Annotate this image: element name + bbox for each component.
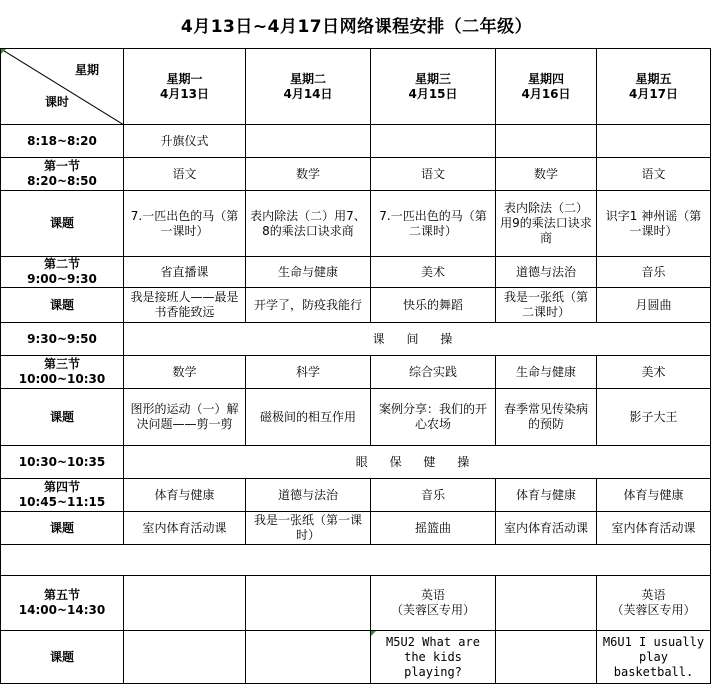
period-name: 第一节 (43, 159, 80, 173)
topic-cell: 室内体育活动课 (124, 512, 246, 545)
subject-cell: 数学 (246, 158, 371, 191)
break2-row (1, 446, 711, 479)
cell (496, 125, 597, 158)
period-time: 14:00~14:30 (18, 603, 106, 617)
subject-cell: 语文 (597, 158, 711, 191)
topic-cell: 识字1 神州谣（第一课时） (597, 191, 711, 257)
topic-cell: 图形的运动（一）解决问题——剪一剪 (124, 389, 246, 446)
subject-cell: 音乐 (371, 479, 496, 512)
topic-cell: 春季常见传染病的预防 (496, 389, 597, 446)
period-name: 第三节 (43, 357, 80, 371)
topic-cell: 我是一张纸（第一课时） (246, 512, 371, 545)
topic-label: 课题 (1, 512, 124, 545)
day-name: 星期三 (414, 71, 451, 86)
subject-cell (496, 576, 597, 631)
topic-cell: M6U1 I usually play basketball. (597, 631, 711, 684)
topic-cell: 案例分享：我们的开心农场 (371, 389, 496, 446)
topic-label: 课题 (1, 191, 124, 257)
day-header-fri (597, 49, 711, 125)
subject-cell: 美术 (597, 356, 711, 389)
topic-label: 课题 (1, 288, 124, 323)
topic-cell: 磁极间的相互作用 (246, 389, 371, 446)
period4-subject-row (1, 479, 711, 512)
spacer-cell (1, 545, 711, 576)
page-title: 4月13日~4月17日网络课程安排（二年级） (180, 16, 533, 37)
period2-subject-row (1, 257, 711, 288)
day-date: 4月14日 (283, 86, 333, 101)
day-name: 星期一 (166, 71, 203, 86)
period4-label (1, 479, 124, 512)
subject-cell: 省直播课 (124, 257, 246, 288)
period-name: 第四节 (43, 480, 80, 494)
period2-label (1, 257, 124, 288)
flag-time: 8:18~8:20 (1, 125, 124, 158)
period1-subject-row (1, 158, 711, 191)
break2-activity: 眼 保 健 操 (124, 446, 711, 479)
topic-cell: 我是接班人——最是书香能致远 (124, 288, 246, 323)
subject-cell (124, 576, 246, 631)
break1-activity: 课 间 操 (124, 323, 711, 356)
subject-cell: 综合实践 (371, 356, 496, 389)
period5-label (1, 576, 124, 631)
corner-period-label: 课时 (45, 95, 70, 109)
period5-topic-row (1, 631, 711, 684)
topic-cell: 室内体育活动课 (597, 512, 711, 545)
topic-cell: 表内除法（二）用7、8的乘法口诀求商 (246, 191, 371, 257)
day-name: 星期四 (527, 71, 564, 86)
subject-cell: 道德与法治 (246, 479, 371, 512)
topic-cell (246, 631, 371, 684)
subject-cell (246, 576, 371, 631)
topic-cell (371, 631, 496, 684)
day-header-wed (371, 49, 496, 125)
topic-label: 课题 (1, 631, 124, 684)
subject-name: 英语 (420, 588, 445, 602)
topic-cell: 月圆曲 (597, 288, 711, 323)
topic-cell (496, 631, 597, 684)
topic-cell: 7.一匹出色的马（第一课时） (124, 191, 246, 257)
corner-diagonal (1, 49, 124, 125)
day-name: 星期五 (635, 71, 672, 86)
topic-cell: 7.一匹出色的马（第二课时） (371, 191, 496, 257)
subject-cell: 语文 (371, 158, 496, 191)
cell: 升旗仪式 (124, 125, 246, 158)
subject-cell: 科学 (246, 356, 371, 389)
subject-note: （芙蓉区专用） (390, 603, 475, 617)
topic-cell: 室内体育活动课 (496, 512, 597, 545)
subject-cell (371, 576, 496, 631)
subject-cell (597, 576, 711, 631)
subject-cell: 道德与法治 (496, 257, 597, 288)
period-time: 10:00~10:30 (18, 372, 106, 386)
topic-cell: 影子大王 (597, 389, 711, 446)
period2-topic-row (1, 288, 711, 323)
topic-text: M5U2 What are the kids playing? (386, 634, 480, 679)
topic-cell: 开学了，防疫我能行 (246, 288, 371, 323)
topic-cell: 我是一张纸（第二课时） (496, 288, 597, 323)
day-date: 4月15日 (408, 86, 458, 101)
corner-marker (1, 49, 6, 54)
day-name: 星期二 (289, 71, 326, 86)
period-time: 9:00~9:30 (27, 272, 97, 286)
day-date: 4月13日 (159, 86, 210, 101)
period3-label (1, 356, 124, 389)
period-time: 10:45~11:15 (18, 495, 106, 509)
topic-cell: 快乐的舞蹈 (371, 288, 496, 323)
cell (371, 125, 496, 158)
subject-cell: 体育与健康 (496, 479, 597, 512)
subject-cell: 音乐 (597, 257, 711, 288)
cell (597, 125, 711, 158)
subject-cell: 美术 (371, 257, 496, 288)
subject-cell: 数学 (496, 158, 597, 191)
day-date: 4月16日 (521, 86, 571, 101)
day-header-mon (124, 49, 246, 125)
period3-topic-row (1, 389, 711, 446)
period1-topic-row (1, 191, 711, 257)
period1-label (1, 158, 124, 191)
cell (246, 125, 371, 158)
day-date: 4月17日 (628, 86, 679, 101)
header-row (1, 49, 711, 125)
topic-cell: 表内除法（二）用9的乘法口诀求商 (496, 191, 597, 257)
subject-cell: 体育与健康 (597, 479, 711, 512)
topic-label: 课题 (1, 389, 124, 446)
corner-cell (1, 49, 124, 125)
subject-name: 英语 (641, 588, 666, 602)
subject-cell: 语文 (124, 158, 246, 191)
topic-cell: 摇篮曲 (371, 512, 496, 545)
period-name: 第五节 (43, 588, 80, 602)
flag-row (1, 125, 711, 158)
period4-topic-row (1, 512, 711, 545)
spacer-row (1, 545, 711, 576)
schedule-table (0, 48, 711, 684)
cell-marker (371, 631, 376, 636)
break1-row (1, 323, 711, 356)
period5-subject-row (1, 576, 711, 631)
break1-time: 9:30~9:50 (1, 323, 124, 356)
topic-cell (124, 631, 246, 684)
period3-subject-row (1, 356, 711, 389)
day-header-thu (496, 49, 597, 125)
subject-cell: 数学 (124, 356, 246, 389)
subject-cell: 体育与健康 (124, 479, 246, 512)
break2-time: 10:30~10:35 (1, 446, 124, 479)
subject-cell: 生命与健康 (246, 257, 371, 288)
subject-note: （芙蓉区专用） (611, 603, 696, 617)
period-name: 第二节 (43, 257, 80, 271)
corner-weekday-label: 星期 (74, 63, 99, 77)
subject-cell: 生命与健康 (496, 356, 597, 389)
day-header-tue (246, 49, 371, 125)
period-time: 8:20~8:50 (27, 174, 97, 188)
